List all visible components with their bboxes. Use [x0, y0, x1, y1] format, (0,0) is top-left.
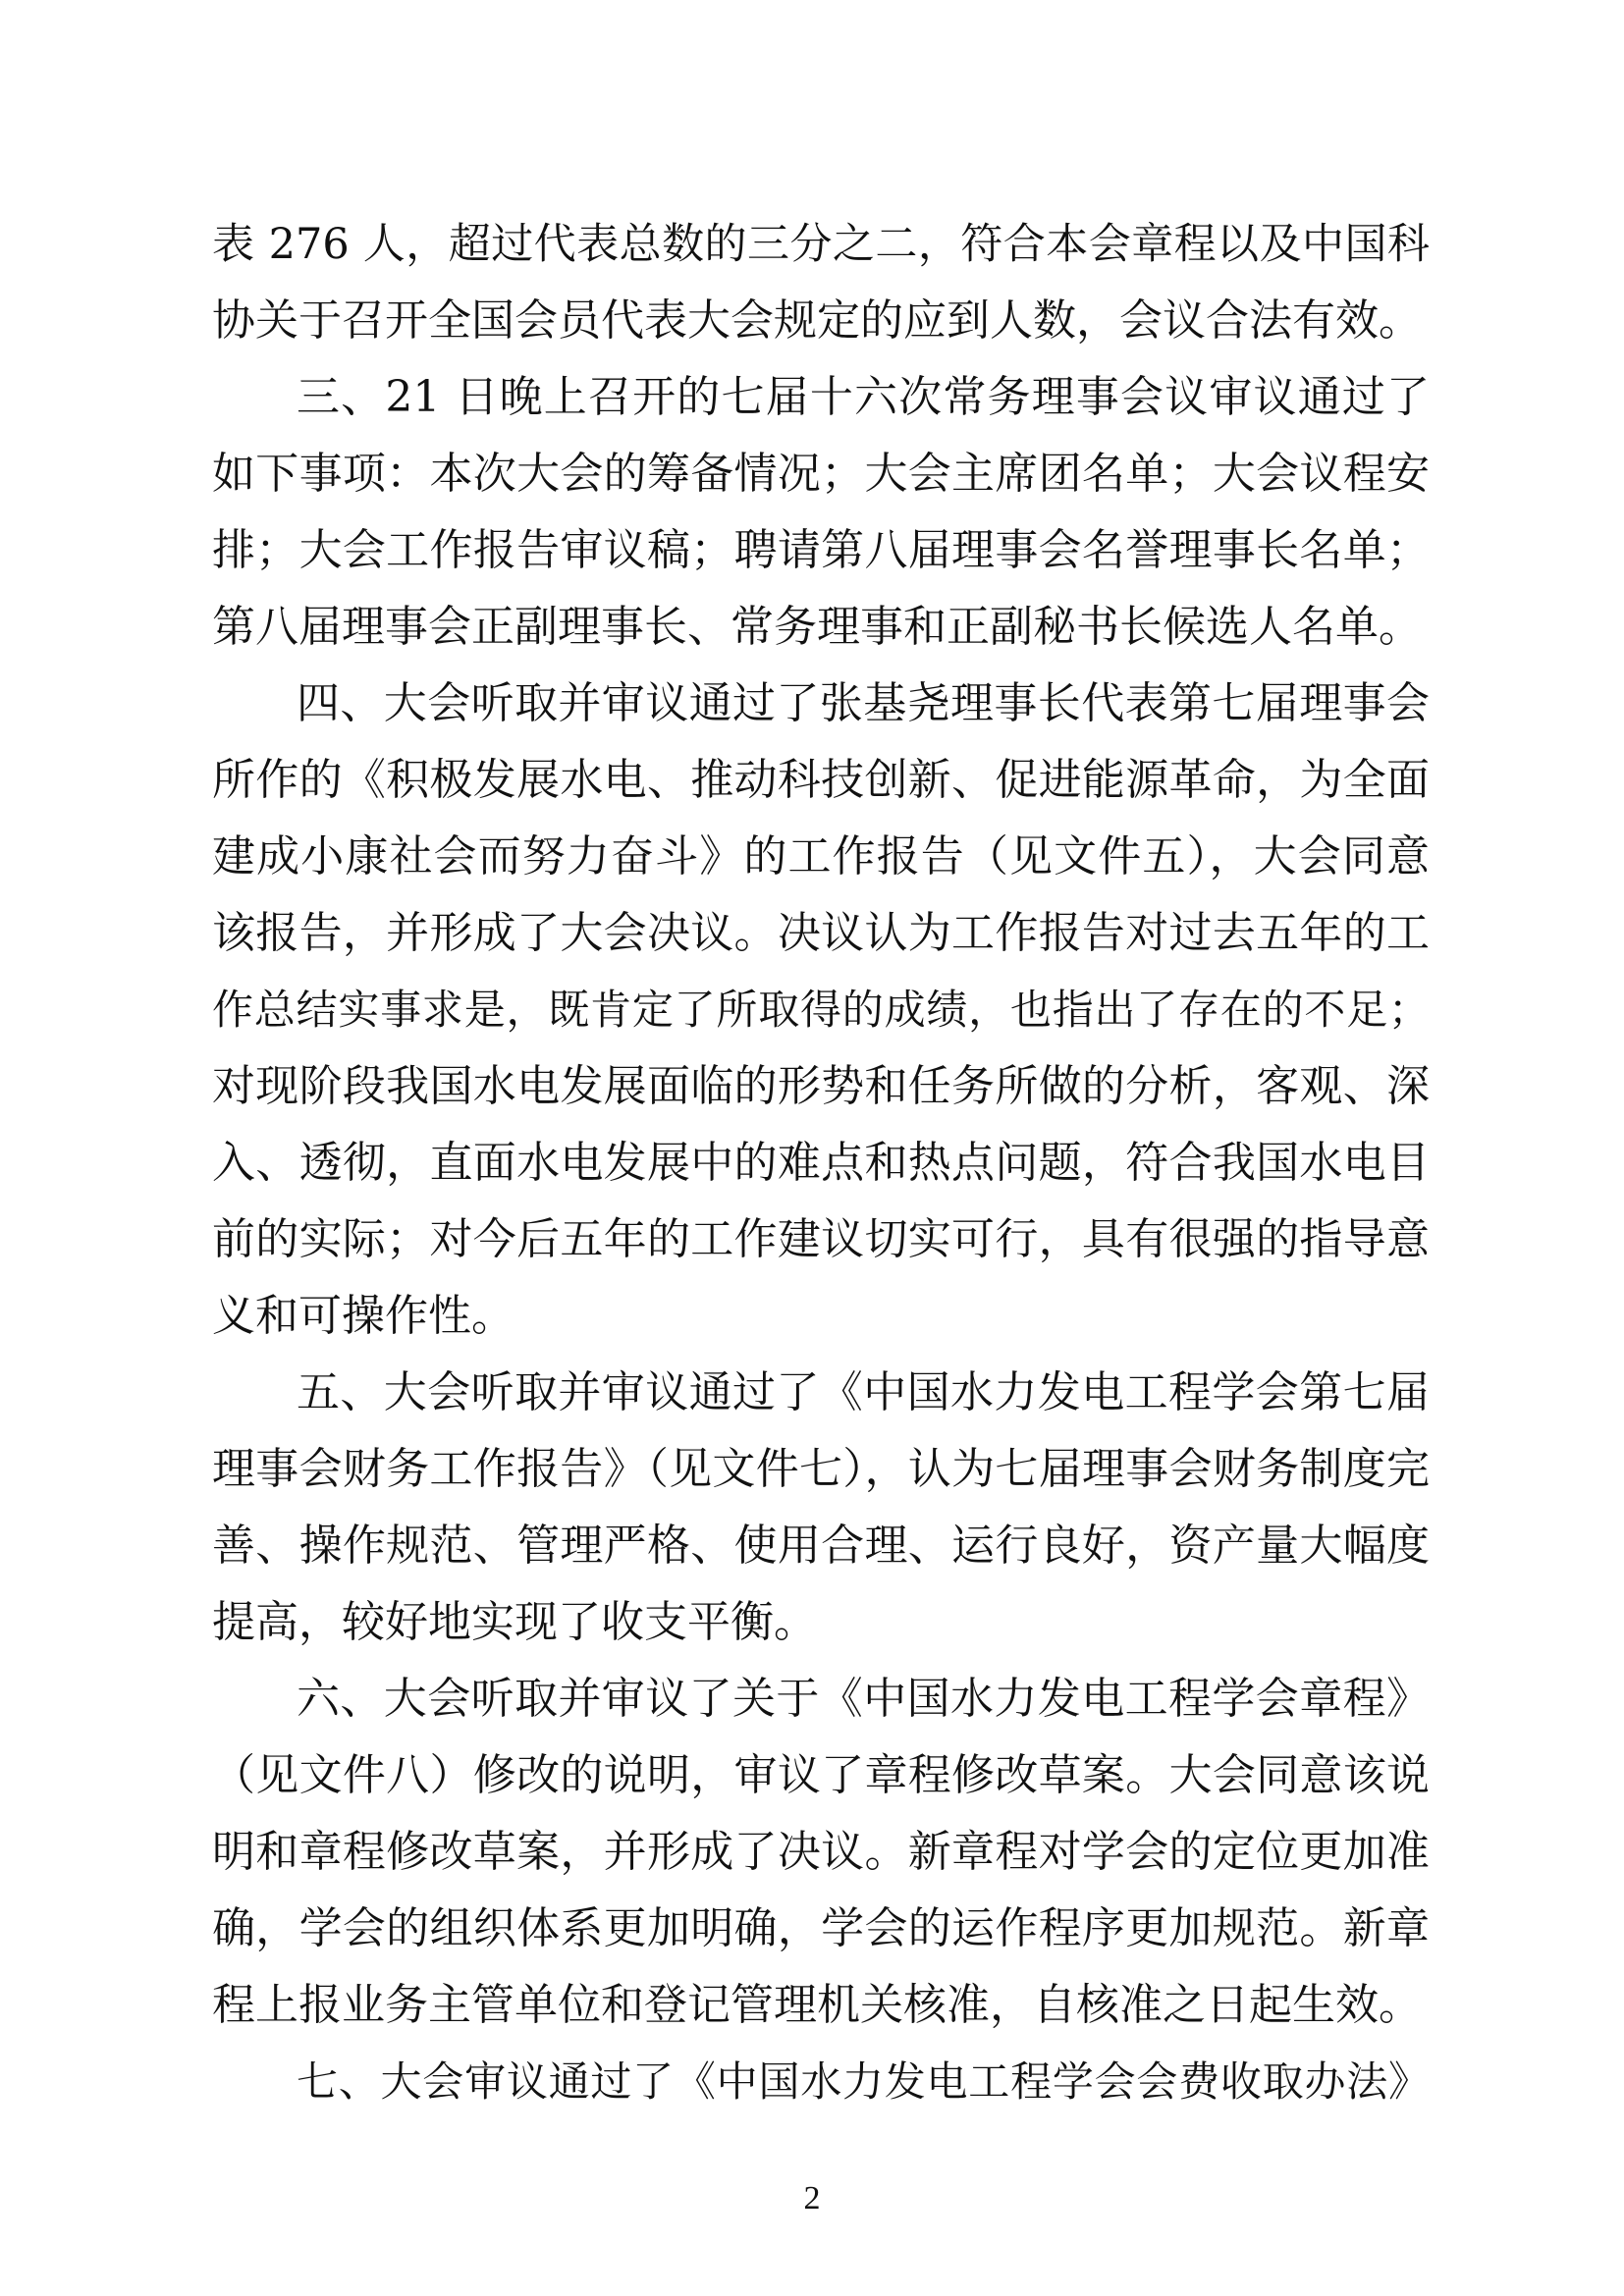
text-line: 建成小康社会而努力奋斗》的工作报告（见文件五），大会同意: [212, 831, 1430, 881]
text-line: 作总结实事求是，既肯定了所取得的成绩，也指出了存在的不足；: [212, 986, 1430, 1034]
page-number: 2: [803, 2180, 821, 2216]
text-line: 排；大会工作报告审议稿；聘请第八届理事会名誉理事长名单；: [212, 525, 1430, 575]
text-line: 六、大会听取并审议了关于《中国水力发电工程学会章程》: [297, 1674, 1430, 1724]
text-line: （见文件八）修改的说明，审议了章程修改草案。大会同意该说: [212, 1750, 1430, 1800]
text-line: 第八届理事会正副理事长、常务理事和正副秘书长候选人名单。: [212, 602, 1422, 652]
text-line: 入、透彻，直面水电发展中的难点和热点问题，符合我国水电目: [212, 1138, 1430, 1188]
text-line: 程上报业务主管单位和登记管理机关核准，自核准之日起生效。: [212, 1980, 1422, 2030]
text-line: 所作的《积极发展水电、推动科技创新、促进能源革命，为全面: [212, 755, 1430, 805]
text-line: 提高，较好地实现了收支平衡。: [212, 1597, 817, 1647]
text-line: 七、大会审议通过了《中国水力发电工程学会会费收取办法》: [297, 2057, 1430, 2106]
text-line: 确，学会的组织体系更加明确，学会的运作程序更加规范。新章: [212, 1903, 1430, 1953]
text-line: 善、操作规范、管理严格、使用合理、运行良好，资产量大幅度: [212, 1521, 1430, 1571]
text-line: 对现阶段我国水电发展面临的形势和任务所做的分析，客观、深: [212, 1061, 1430, 1111]
text-line: 三、21 日晚上召开的七届十六次常务理事会议审议通过了: [297, 372, 1430, 422]
text-line: 明和章程修改草案，并形成了决议。新章程对学会的定位更加准: [212, 1827, 1430, 1877]
text-line: 该报告，并形成了大会决议。决议认为工作报告对过去五年的工: [212, 908, 1430, 958]
text-line: 协关于召开全国会员代表大会规定的应到人数，会议合法有效。: [212, 295, 1422, 346]
document-body: [212, 206, 1430, 2120]
text-line: 五、大会听取并审议通过了《中国水力发电工程学会第七届: [297, 1367, 1430, 1417]
text-line: 义和可操作性。: [212, 1291, 514, 1341]
text-line: 前的实际；对今后五年的工作建议切实可行，具有很强的指导意: [212, 1214, 1430, 1264]
text-line: 如下事项：本次大会的筹备情况；大会主席团名单；大会议程安: [212, 449, 1430, 499]
text-line: 表 276 人，超过代表总数的三分之二，符合本会章程以及中国科: [212, 220, 1430, 269]
text-line: 四、大会听取并审议通过了张基尧理事长代表第七届理事会: [297, 678, 1430, 728]
text-line: 理事会财务工作报告》（见文件七），认为七届理事会财务制度完: [212, 1444, 1430, 1494]
